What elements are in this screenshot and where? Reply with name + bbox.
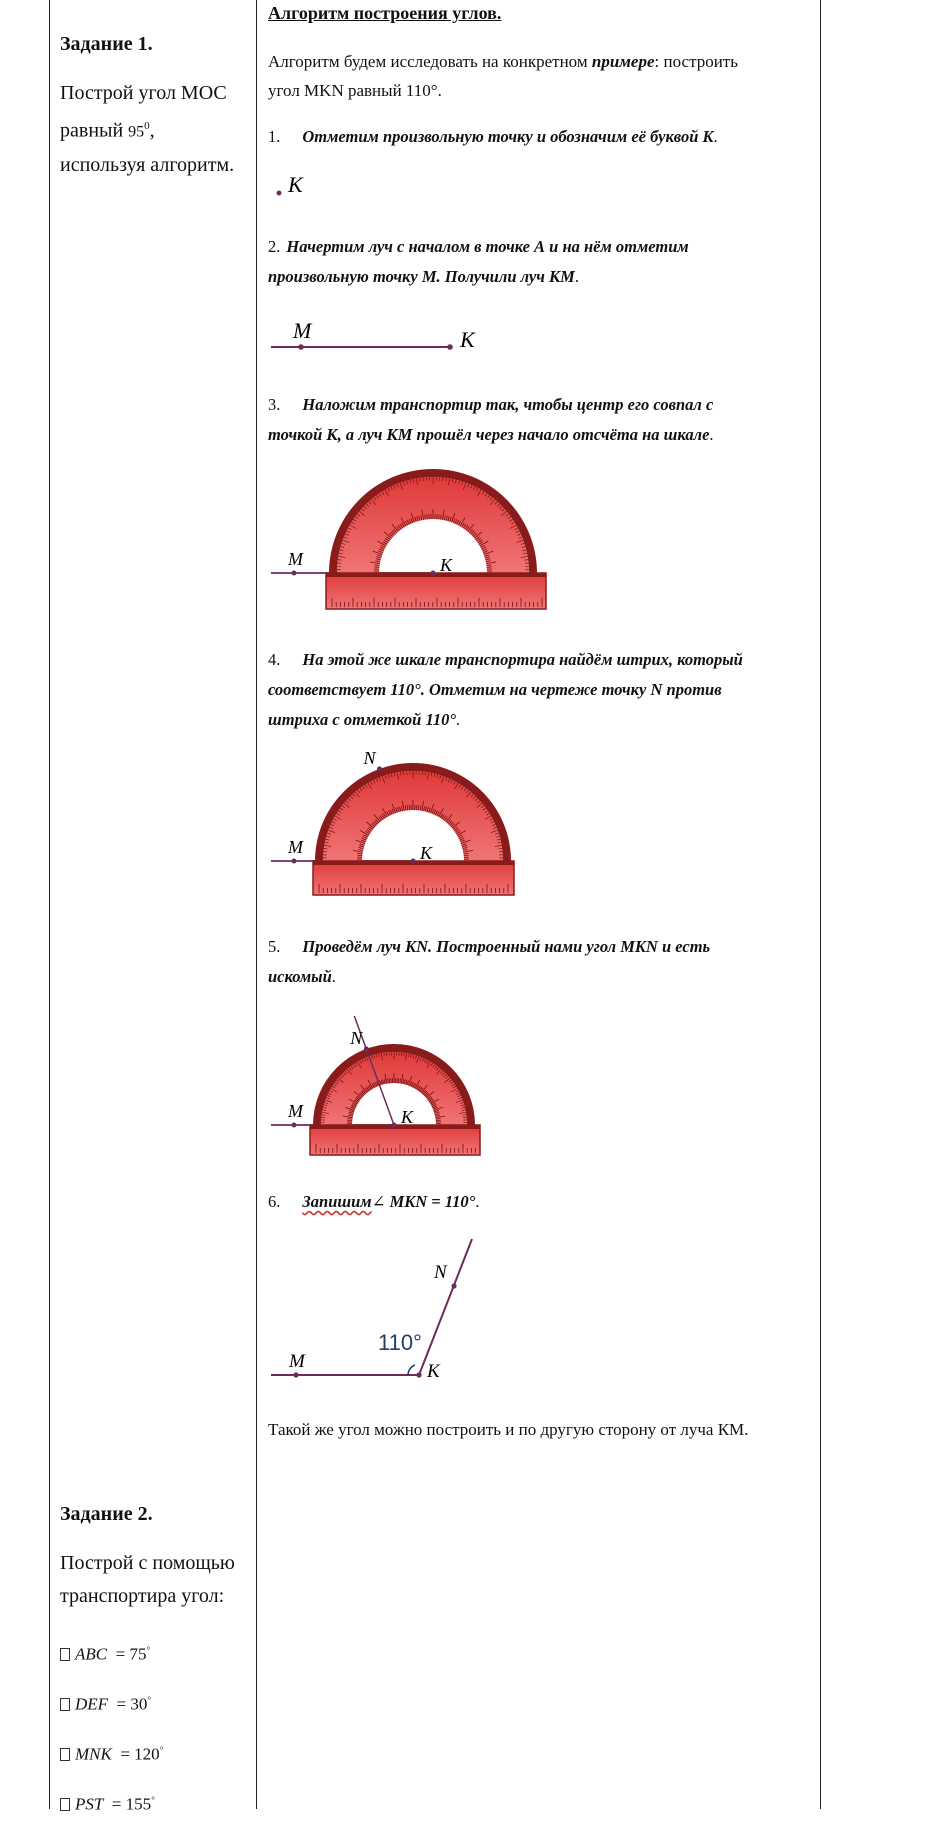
angle-degree: °: [147, 1695, 151, 1705]
figure-step-3: [268, 466, 568, 616]
step-6: [268, 1187, 808, 1217]
task1-text-line2: [60, 110, 250, 149]
task1-angle-value: 95: [128, 124, 144, 141]
step-number: 2.: [268, 237, 280, 256]
point-k: [411, 859, 416, 864]
step-text-3: штриха с отметкой 110°: [268, 710, 456, 729]
step-tail: .: [575, 267, 579, 286]
table-border-middle: [256, 0, 257, 1809]
task2-text-line2: транспортира угол:: [60, 1580, 250, 1613]
point-n: [377, 766, 382, 771]
task1-text-line3: используя алгоритм.: [60, 149, 250, 182]
protractor-ruler: [313, 861, 514, 895]
figure-step-6: [268, 1232, 508, 1384]
point-n: [451, 1283, 456, 1288]
angle-name: PST: [75, 1795, 103, 1814]
step-tail: .: [475, 1192, 479, 1211]
label-k: K: [426, 1361, 441, 1382]
step-tail: .: [456, 710, 460, 729]
task1-text-post: ,: [150, 120, 155, 142]
intro-post: : построить: [655, 52, 738, 71]
task1-angle-degree: 0: [144, 120, 150, 132]
angle-symbol-icon: ∠: [372, 1192, 386, 1211]
table-border-right: [820, 0, 821, 1809]
label-m: M: [287, 1101, 304, 1121]
point-k: [416, 1372, 421, 1377]
point-m: [292, 859, 297, 864]
algorithm-heading: Алгоритм построения углов.: [268, 0, 501, 26]
angle-degree: °: [146, 1645, 150, 1655]
step-text: На этой же шкале транспортира найдём штрих, который: [302, 650, 742, 669]
point-m: [298, 344, 304, 350]
angle-eq: = 75: [116, 1645, 147, 1664]
angle-arc: [408, 1365, 415, 1375]
step-text-2: соответствует 110°. Отметим на чертеже точку N против: [268, 680, 722, 699]
point-m: [292, 1123, 297, 1128]
step-1: [268, 122, 808, 152]
label-k: K: [400, 1107, 414, 1127]
step-text-2: искомый: [268, 967, 332, 986]
label-n: N: [362, 748, 376, 768]
label-k: K: [459, 327, 476, 352]
step-5: [268, 932, 808, 992]
figure-step-1: [268, 168, 328, 204]
angle-item-abc: [60, 1634, 150, 1671]
label-k: K: [439, 555, 453, 575]
step-tail: .: [709, 425, 713, 444]
label-m: M: [287, 549, 304, 569]
intro-em: примере: [592, 52, 655, 71]
intro-pre: Алгоритм будем исследовать на конкретном: [268, 52, 592, 71]
step-number: 3.: [268, 395, 280, 414]
task2-text-line1: Построй с помощью: [60, 1547, 250, 1580]
step-tail: .: [714, 127, 718, 146]
step-tail: .: [332, 967, 336, 986]
angle-symbol-icon: [60, 1648, 70, 1661]
step-text: MKN = 110°: [385, 1192, 475, 1211]
ruler-edge: [326, 573, 546, 577]
figure-step-5: [268, 1008, 568, 1180]
angle-item-def: [60, 1684, 151, 1721]
angle-symbol-icon: [60, 1748, 70, 1761]
label-m: M: [292, 318, 313, 343]
step-text-2: точкой К, а луч КМ прошёл через начало отсчёта на шкале: [268, 425, 709, 444]
angle-symbol-icon: [60, 1698, 70, 1711]
step-number: 1.: [268, 127, 280, 146]
intro-line1: [268, 47, 808, 76]
angle-item-pst: [60, 1784, 155, 1821]
angle-name: ABC: [75, 1645, 107, 1664]
label-n: N: [433, 1262, 448, 1283]
step-text-2: произвольную точку М. Получили луч КМ: [268, 267, 575, 286]
ray-kn: [419, 1239, 472, 1375]
step-text: Проведём луч KN. Построенный нами угол MKN и есть: [302, 937, 710, 956]
step-number: 6.: [268, 1192, 280, 1211]
angle-eq: = 155: [112, 1795, 151, 1814]
task1-text-line1: Построй угол МОС: [60, 77, 250, 110]
step-number: 4.: [268, 650, 280, 669]
step-2: [268, 232, 808, 292]
label-m: M: [287, 837, 304, 857]
step-number: 5.: [268, 937, 280, 956]
angle-degree: °: [151, 1795, 155, 1805]
point-k: [447, 344, 453, 350]
angle-eq: = 120: [120, 1745, 159, 1764]
protractor-scale: [323, 771, 503, 861]
figure-step-4: [268, 748, 568, 904]
step-text: Отметим произвольную точку и обозначим её буквой K: [302, 127, 713, 146]
point-m: [292, 571, 297, 576]
angle-item-mnk: [60, 1734, 163, 1771]
algorithm-intro: [268, 47, 808, 105]
intro-line2: угол MKN равный 110°.: [268, 76, 808, 105]
step-4: [268, 645, 808, 735]
step-3: [268, 390, 808, 450]
figure-step-2: [268, 315, 508, 355]
task1-cell: [60, 28, 250, 182]
protractor-scale: [337, 477, 529, 573]
table-border-left: [49, 0, 50, 1809]
label-k: K: [419, 843, 433, 863]
point-k: [431, 571, 436, 576]
angle-name: MNK: [75, 1745, 112, 1764]
label-k: K: [287, 172, 304, 197]
angle-degree: °: [160, 1745, 164, 1755]
angle-eq: = 30: [117, 1695, 148, 1714]
task1-text-pre: равный: [60, 120, 123, 142]
point-n: [364, 1046, 369, 1051]
angle-value-label: 110°: [378, 1330, 422, 1355]
step-text-wavy: Запишим: [302, 1192, 371, 1211]
point-m: [293, 1372, 298, 1377]
step-text: Наложим транспортир так, чтобы центр его совпал с: [302, 395, 713, 414]
angle-name: DEF: [75, 1695, 108, 1714]
step-text: Начертим луч с началом в точке А и на нём отметим: [286, 237, 688, 256]
task2-cell: [60, 1498, 250, 1613]
point-k: [277, 191, 282, 196]
label-n: N: [349, 1028, 363, 1048]
task2-title: Задание 2.: [60, 1498, 250, 1531]
algorithm-outro: Такой же угол можно построить и по другую сторону от луча КМ.: [268, 1415, 808, 1444]
label-m: M: [288, 1351, 306, 1372]
task1-title: Задание 1.: [60, 28, 250, 61]
